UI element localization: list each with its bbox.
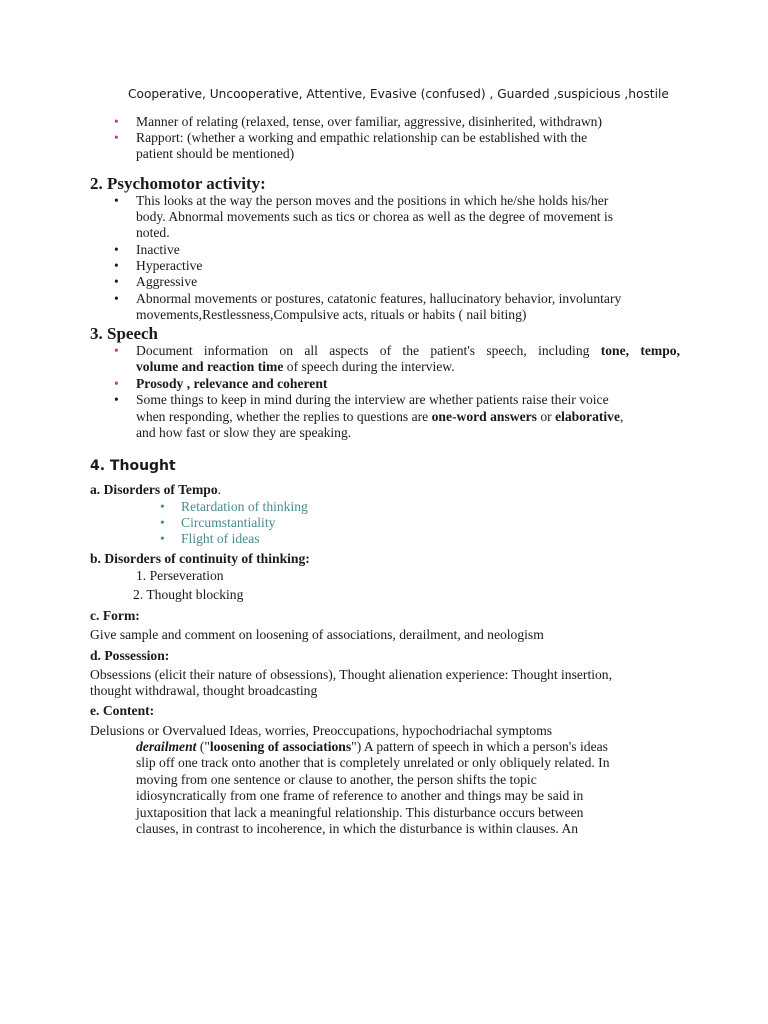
speech-bold-text: tone, tempo, <box>600 343 680 358</box>
relating-line-2: Rapport: (whether a working and empathic relationship can be established with the <box>136 130 588 145</box>
relating-line-3: patient should be mentioned) <box>136 146 295 161</box>
thought-d-heading: d. Possession: <box>90 648 170 663</box>
bullet: • <box>160 499 165 514</box>
section-heading-speech: 3. Speech <box>90 324 158 343</box>
psychomotor-abnormal-1: Abnormal movements or postures, catatonic features, hallucinatory behavior, involuntary <box>136 291 622 306</box>
speech-text: or <box>536 409 556 424</box>
bullet: • <box>114 392 119 407</box>
thought-a-heading <box>90 482 221 498</box>
bullet: • <box>114 376 119 391</box>
psychomotor-abnormal-2: movements,Restlessness,Compulsive acts, rituals or habits ( nail biting) <box>136 307 527 322</box>
bullet: • <box>114 114 119 129</box>
speech-bold-text: volume and reaction time <box>136 359 284 374</box>
bullet: • <box>114 274 119 289</box>
speech-bold-text: Prosody , relevance and coherent <box>136 376 328 391</box>
subheading-dot: . <box>217 482 222 497</box>
definition-line: slip off one track onto another that is completely unrelated or only obliquely related. In <box>136 755 610 770</box>
definition-line: idiosyncratically from one frame of reference to another and things may be said in <box>136 788 584 803</box>
psychomotor-item: Aggressive <box>136 274 198 289</box>
speech-bullet-3-line-1: Some things to keep in mind during the interview are whether patients raise their voice <box>136 392 609 407</box>
bullet: • <box>160 515 165 530</box>
thought-c-text: Give sample and comment on loosening of associations, derailment, and neologism <box>90 627 544 642</box>
thought-d-text-1: Obsessions (elicit their nature of obsessions), Thought alienation experience: Thought insertion, <box>90 667 612 682</box>
bullet: • <box>114 193 119 208</box>
thought-c-heading: c. Form: <box>90 608 140 623</box>
speech-text: when responding, whether the replies to questions are <box>136 409 432 424</box>
speech-bullet-1-line-2 <box>136 359 455 375</box>
psychomotor-intro-1: This looks at the way the person moves and the positions in which he/she holds his/her <box>136 193 609 208</box>
speech-bold-text: one-word answers <box>431 409 537 424</box>
bullet: • <box>160 531 165 546</box>
tempo-item: Flight of ideas <box>181 531 260 546</box>
definition-text: (" <box>196 739 210 754</box>
thought-d-text-2: thought withdrawal, thought broadcasting <box>90 683 318 698</box>
psychomotor-item: Inactive <box>136 242 180 257</box>
bullet: • <box>114 291 119 306</box>
bullet: • <box>114 258 119 273</box>
attitude-line: Cooperative, Uncooperative, Attentive, Evasive (confused) , Guarded ,suspicious ,hostile <box>128 87 669 101</box>
thought-e-text: Delusions or Overvalued Ideas, worries, Preoccupations, hypochodriachal symptoms <box>90 723 553 738</box>
definition-line: clauses, in contrast to incoherence, in which the disturbance is within clauses. An <box>136 821 579 836</box>
thought-b-heading: b. Disorders of continuity of thinking: <box>90 551 310 566</box>
continuity-item: 2. Thought blocking <box>133 587 244 602</box>
psychomotor-intro-3: noted. <box>136 225 170 240</box>
definition-line-1 <box>136 739 608 755</box>
definition-bold-text: loosening of associations <box>209 739 352 754</box>
continuity-item: 1. Perseveration <box>136 568 224 583</box>
tempo-item: Retardation of thinking <box>181 499 308 514</box>
definition-term: derailment <box>136 739 197 754</box>
relating-line-1: Manner of relating (relaxed, tense, over familiar, aggressive, disinherited, withdrawn) <box>136 114 603 129</box>
speech-bullet-3-line-2 <box>136 409 623 425</box>
bullet: • <box>114 242 119 257</box>
speech-bold-text: elaborative <box>555 409 621 424</box>
definition-line: juxtaposition that lack a meaningful relationship. This disturbance occurs between <box>136 805 584 820</box>
section-heading-psychomotor: 2. Psychomotor activity: <box>90 174 266 193</box>
definition-text: ") A pattern of speech in which a person's ideas <box>351 739 608 754</box>
speech-text: , <box>620 409 624 424</box>
psychomotor-item: Hyperactive <box>136 258 203 273</box>
speech-text: of speech during the interview. <box>283 359 455 374</box>
speech-bullet-1-line-1 <box>136 343 680 359</box>
tempo-item: Circumstantiality <box>181 515 276 530</box>
speech-text: Document information on all aspects of the patient's speech, including <box>136 343 601 358</box>
definition-line: moving from one sentence or clause to another, the person shifts the topic <box>136 772 537 787</box>
thought-e-heading: e. Content: <box>90 703 155 718</box>
psychomotor-intro-2: body. Abnormal movements such as tics or chorea as well as the degree of movement is <box>136 209 614 224</box>
subheading-text: a. Disorders of Tempo <box>90 482 218 497</box>
bullet: • <box>114 130 119 145</box>
bullet: • <box>114 343 119 358</box>
speech-bullet-3-line-3: and how fast or slow they are speaking. <box>136 425 352 440</box>
section-heading-thought: 4. Thought <box>90 458 176 474</box>
speech-bullet-2 <box>136 376 327 392</box>
